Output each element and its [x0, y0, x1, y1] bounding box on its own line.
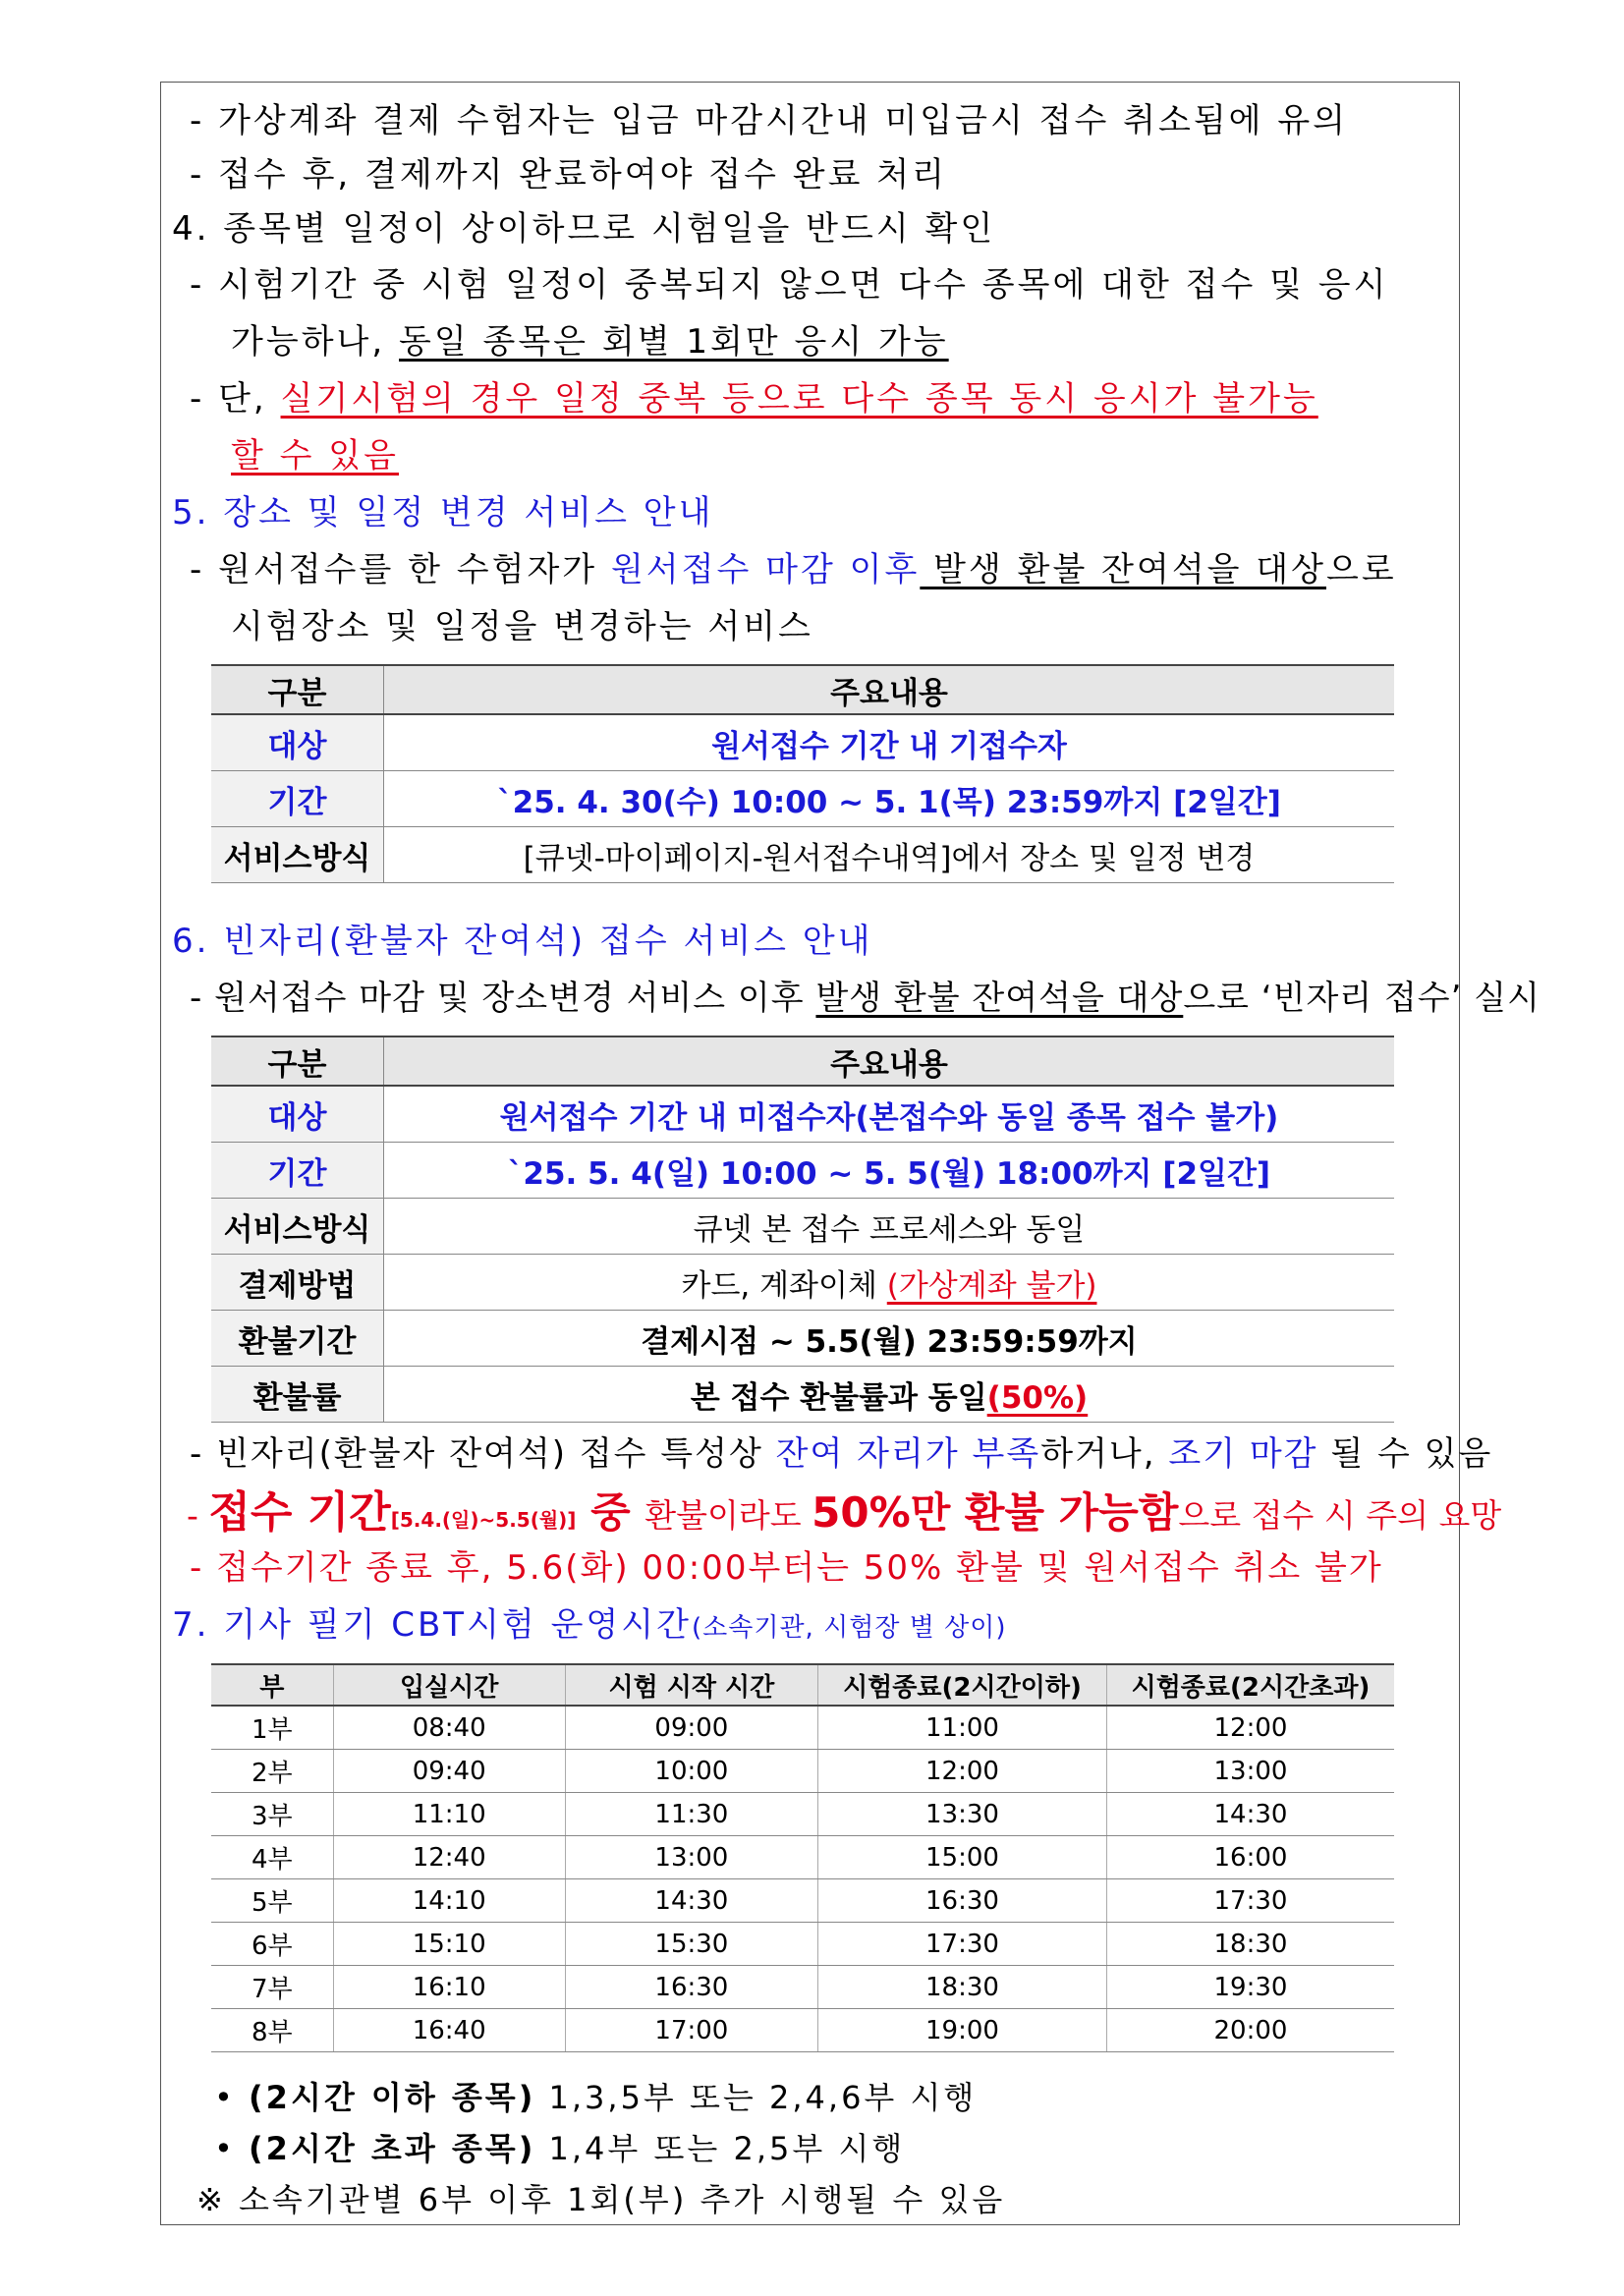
- table-cell: 14:30: [565, 1879, 817, 1923]
- text-line: [231, 314, 949, 363]
- table-cell: 17:30: [817, 1923, 1106, 1966]
- text-span: - 빈자리(환불자 잔여석) 접수 특성상: [190, 1434, 776, 1474]
- row-key: 대상: [211, 714, 384, 771]
- row-key: 서비스방식: [211, 1199, 384, 1255]
- table-cell: 7부: [211, 1966, 333, 2009]
- row-key: 기간: [211, 1143, 384, 1199]
- table-cell: 10:00: [565, 1750, 817, 1793]
- table-cell: 12:00: [817, 1750, 1106, 1793]
- table-cell: 13:00: [565, 1836, 817, 1879]
- table-cell: 16:30: [565, 1966, 817, 2009]
- table-cell: 15:30: [565, 1923, 817, 1966]
- text-line: - 가상계좌 결제 수험자는 입금 마감시간내 미입금시 접수 취소됨에 유의: [190, 101, 1349, 140]
- row-key: 기간: [211, 771, 384, 827]
- table-cell: 15:00: [817, 1836, 1106, 1879]
- underlined-text: 동일 종목은 회별 1회만 응시 가능: [399, 322, 949, 362]
- highlight-text: 원서접수 마감 이후: [610, 550, 921, 589]
- text-span: 가능하나,: [231, 322, 399, 362]
- table-cell: 17:30: [1106, 1879, 1394, 1923]
- table-cell: 12:00: [1106, 1706, 1394, 1750]
- table-cell: 11:10: [333, 1793, 565, 1836]
- underlined-text: 발생 환불 잔여석을 대상: [920, 550, 1326, 589]
- text-span: 될 수 있음: [1317, 1434, 1493, 1474]
- text-span: - 원서접수를 한 수험자가: [190, 550, 611, 589]
- section-heading-4: 4. 종목별 일정이 상이하므로 시험일을 반드시 확인: [172, 209, 996, 249]
- section-heading-6: 6. 빈자리(환불자 잔여석) 접수 서비스 안내: [172, 922, 873, 961]
- text-span: - 원서접수 마감 및 장소변경 서비스 이후: [190, 979, 816, 1018]
- warning-emphasis: 접수 기간: [208, 1487, 391, 1538]
- table-cell: 16:30: [817, 1879, 1106, 1923]
- table-row: [211, 1793, 1394, 1836]
- table-row: [211, 1706, 1394, 1750]
- table-cell: 16:40: [333, 2009, 565, 2052]
- table-header: 시험 시작 시간: [565, 1664, 817, 1706]
- warning-period: [5.4.(일)~5.5(월)]: [390, 1508, 577, 1532]
- row-key: 서비스방식: [211, 827, 384, 883]
- table-row: [211, 1879, 1394, 1923]
- table-cell: 19:00: [817, 2009, 1106, 2052]
- table-cell: 09:40: [333, 1750, 565, 1793]
- row-value: 원서접수 기간 내 미접수자(본접수와 동일 종목 접수 불가): [384, 1086, 1395, 1143]
- text-span: 으로 접수 시 주의 요망: [1178, 1496, 1502, 1535]
- table-cell: 13:30: [817, 1793, 1106, 1836]
- row-value: 원서접수 기간 내 기접수자: [384, 714, 1395, 771]
- text-span: -: [187, 1496, 209, 1535]
- text-line: [190, 1427, 1492, 1475]
- table-cell: 8부: [211, 2009, 333, 2052]
- warning-text: 할 수 있음: [231, 436, 399, 476]
- row-value: 결제시점 ~ 5.5(월) 23:59:59까지: [384, 1311, 1395, 1367]
- table-cell: 5부: [211, 1879, 333, 1923]
- text-span: 1,4부 또는 2,5부 시행: [535, 2130, 906, 2167]
- row-key: 대상: [211, 1086, 384, 1143]
- row-value: [큐넷-마이페이지-원서접수내역]에서 장소 및 일정 변경: [384, 827, 1395, 883]
- cbt-schedule-table: [211, 1663, 1394, 2052]
- table-cell: 18:30: [1106, 1923, 1394, 1966]
- bullet-item: [214, 2073, 977, 2118]
- table-cell: 16:10: [333, 1966, 565, 2009]
- warning-text: (가상계좌 불가): [886, 1267, 1097, 1304]
- bullet-label: (2시간 이하 종목): [249, 2079, 536, 2116]
- table-cell: 3부: [211, 1793, 333, 1836]
- table-row: [211, 1750, 1394, 1793]
- table-cell: 13:00: [1106, 1750, 1394, 1793]
- change-service-table: [211, 664, 1394, 883]
- warning-emphasis: 중: [576, 1488, 645, 1537]
- row-value: `25. 4. 30(수) 10:00 ~ 5. 1(목) 23:59까지 [2일간]: [384, 771, 1395, 827]
- bullet-icon: •: [214, 2130, 236, 2167]
- table-cell: 14:30: [1106, 1793, 1394, 1836]
- table-cell: 18:30: [817, 1966, 1106, 2009]
- bullet-icon: •: [214, 2079, 236, 2116]
- table-cell: 16:00: [1106, 1836, 1394, 1879]
- section-heading-7: [172, 1597, 1006, 1646]
- row-value: [384, 1255, 1395, 1311]
- table-row: [211, 1966, 1394, 2009]
- text-line: [190, 971, 1540, 1019]
- table-cell: 12:40: [333, 1836, 565, 1879]
- text-span: 1,3,5부 또는 2,4,6부 시행: [535, 2079, 978, 2116]
- vacancy-service-table: [211, 1036, 1394, 1423]
- row-value: [384, 1367, 1395, 1423]
- table-cell: 2부: [211, 1750, 333, 1793]
- table-header: 주요내용: [384, 1036, 1395, 1086]
- bullet-label: (2시간 초과 종목): [249, 2130, 536, 2167]
- table-cell: 09:00: [565, 1706, 817, 1750]
- text-line: [190, 371, 1318, 420]
- table-header: 시험종료(2시간이하): [817, 1664, 1106, 1706]
- refund-warning-line: [187, 1477, 1501, 1540]
- text-line: [190, 542, 1397, 590]
- table-header: 입실시간: [333, 1664, 565, 1706]
- table-header: 구분: [211, 1036, 384, 1086]
- row-key: 환불기간: [211, 1311, 384, 1367]
- table-cell: 11:00: [817, 1706, 1106, 1750]
- table-row: [211, 1923, 1394, 1966]
- text-span: 7. 기사 필기 CBT시험 운영시간: [172, 1605, 692, 1645]
- text-line: - 접수기간 종료 후, 5.6(화) 00:00부터는 50% 환불 및 원서접수 취소 불가: [190, 1548, 1383, 1588]
- table-header: 시험종료(2시간초과): [1106, 1664, 1394, 1706]
- table-cell: 6부: [211, 1923, 333, 1966]
- text-span: 하거나,: [1040, 1434, 1169, 1474]
- warning-text: 실기시험의 경우 일정 중복 등으로 다수 종목 동시 응시가 불가능: [280, 379, 1318, 419]
- table-cell: 20:00: [1106, 2009, 1394, 2052]
- text-span: 환불이라도: [644, 1496, 812, 1535]
- text-span: - 단,: [190, 379, 281, 419]
- warning-emphasis: 50%만 환불 가능함: [812, 1488, 1179, 1537]
- highlight-text: 잔여 자리가 부족: [775, 1434, 1041, 1474]
- text-span: 으로: [1326, 550, 1397, 589]
- table-cell: 08:40: [333, 1706, 565, 1750]
- table-cell: 19:30: [1106, 1966, 1394, 2009]
- warning-text: (50%): [986, 1379, 1089, 1416]
- text-line: - 접수 후, 결제까지 완료하여야 접수 완료 처리: [190, 155, 947, 195]
- table-header: 부: [211, 1664, 333, 1706]
- table-cell: 1부: [211, 1706, 333, 1750]
- row-value: 큐넷 본 접수 프로세스와 동일: [384, 1199, 1395, 1255]
- table-cell: 17:00: [565, 2009, 817, 2052]
- row-key: 결제방법: [211, 1255, 384, 1311]
- text-line: - 시험기간 중 시험 일정이 중복되지 않으면 다수 종목에 대한 접수 및 응시: [190, 265, 1389, 305]
- text-span: 카드, 계좌이체: [681, 1267, 887, 1304]
- text-line: 시험장소 및 일정을 변경하는 서비스: [231, 607, 813, 646]
- table-cell: 4부: [211, 1836, 333, 1879]
- section-heading-5: 5. 장소 및 일정 변경 서비스 안내: [172, 493, 714, 532]
- text-span: 으로 ‘빈자리 접수’ 실시: [1183, 979, 1540, 1018]
- table-header: 구분: [211, 665, 384, 714]
- row-value: `25. 5. 4(일) 10:00 ~ 5. 5(월) 18:00까지 [2일간]: [384, 1143, 1395, 1199]
- table-row: [211, 2009, 1394, 2052]
- highlight-text: 조기 마감: [1168, 1434, 1318, 1474]
- bullet-item: [214, 2124, 905, 2169]
- table-row: [211, 1836, 1394, 1879]
- text-span: 본 접수 환불률과 동일: [690, 1379, 987, 1416]
- underlined-text: 발생 환불 잔여석을 대상: [815, 979, 1184, 1018]
- table-cell: 11:30: [565, 1793, 817, 1836]
- table-header: 주요내용: [384, 665, 1395, 714]
- table-cell: 14:10: [333, 1879, 565, 1923]
- text-span: (소속기관, 시험장 별 상이): [691, 1613, 1007, 1643]
- row-key: 환불률: [211, 1367, 384, 1423]
- footnote: ※ 소속기관별 6부 이후 1회(부) 추가 시행될 수 있음: [196, 2181, 1006, 2218]
- table-cell: 15:10: [333, 1923, 565, 1966]
